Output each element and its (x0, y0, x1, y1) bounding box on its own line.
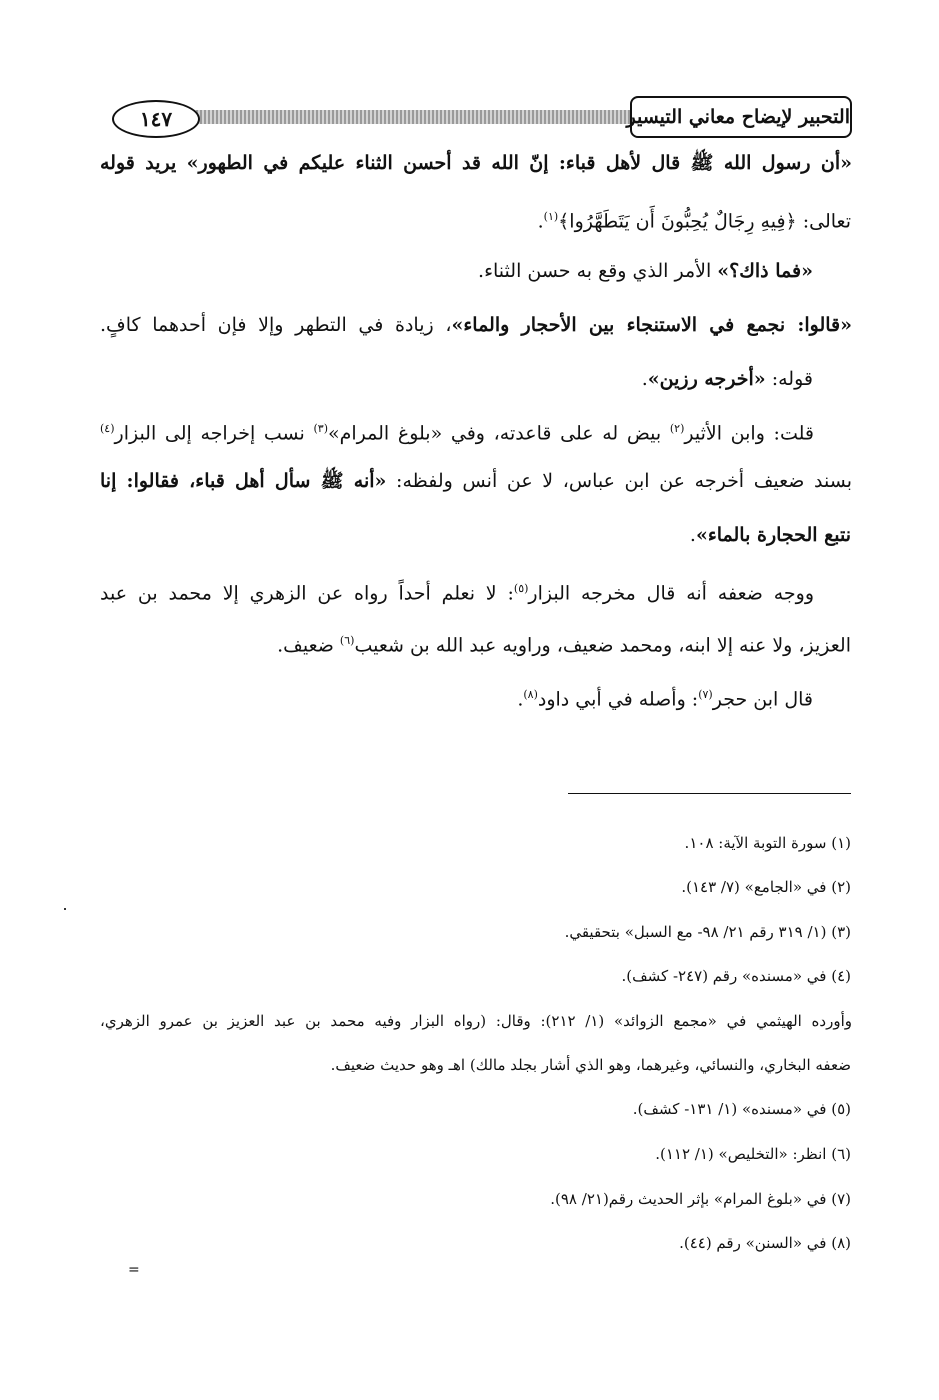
quran-verse: تعالى: ﴿فِيهِ رِجَالٌ يُحِبُّونَ أَن يَتَطَهَّرُوا﴾ (558, 210, 851, 233)
stray-mark: = (128, 1262, 140, 1278)
source-quote: «أخرجه رزين» (647, 368, 766, 390)
footnote-4: (٤) في «مسنده» رقم (٢٤٧- كشف). (621, 967, 851, 985)
body-line-7 (100, 466, 852, 496)
commentary-text: : وأصله في أبي داود (537, 688, 699, 711)
footnote-ref-7: (٧) (698, 688, 713, 701)
punctuation: . (641, 368, 648, 390)
footnote-3: (٣) (١/ ٣١٩ رقم ٢١/ ٩٨- مع السبل» بتحقيقي. (564, 923, 851, 941)
commentary-text: ، زيادة في التطهر وإلا فإن أحدهما كافٍ. (100, 314, 452, 336)
commentary-text: الأمر الذي وقع به حسن الثناء. (478, 260, 718, 282)
body-line-2 (538, 202, 851, 236)
body-line-9 (100, 574, 814, 608)
hadith-quote: «قالوا: نجمع في الاستنجاء بين الأحجار والماء» (451, 314, 852, 336)
punctuation: . (537, 210, 544, 233)
footnote-ref-1: (١) (543, 210, 559, 223)
book-title: التحبير لإيضاح معاني التيسير (630, 96, 852, 138)
hadith-quote: نتبع الحجارة بالماء» (695, 524, 851, 546)
running-header (100, 96, 852, 140)
commentary-text: بيض له على قاعدته، وفي «بلوغ المرام» (327, 422, 670, 445)
footnote-5: (٥) في «مسنده» (١/ ١٣١- كشف). (632, 1100, 851, 1118)
body-line-1 (100, 148, 852, 178)
commentary-text: ضعيف. (277, 634, 340, 657)
footnote-ref-8: (٨) (523, 688, 538, 701)
punctuation: . (689, 524, 696, 546)
footnote-6: (٦) انظر: «التخليص» (١/ ١١٢). (655, 1145, 851, 1163)
punctuation: . (517, 688, 524, 711)
body-line-10 (277, 626, 851, 660)
commentary-text: قال ابن حجر (712, 688, 813, 711)
body-line-6 (100, 414, 814, 448)
hadith-quote: «أنه ﷺ سأل أهل قباء، فقالوا: إنا (100, 470, 387, 492)
commentary-text: العزيز، ولا عنه إلا ابنه، ومحمد ضعيف، وراويه عبد الله بن شعيب (354, 634, 851, 657)
footnote-1: (١) سورة التوبة الآية: ١٠٨. (684, 834, 851, 852)
footnote-ref-2: (٢) (669, 422, 685, 435)
hadith-text: «أن رسول الله ﷺ قال لأهل قباء: إنّ الله قد أحسن الثناء عليكم في الطهور» يريد قوله (100, 152, 852, 174)
footnote-4-continuation: وأورده الهيثمي في «مجمع الزوائد» (١/ ٢١٢): وقال: (رواه البزار وفيه محمد بن عبد العزيز بن عمرو الزهري، (100, 1012, 852, 1030)
body-line-4 (100, 310, 852, 340)
body-line-8 (690, 520, 851, 550)
hadith-quote: «فما ذاك؟» (717, 260, 813, 282)
footnote-ref-3: (٣) (313, 422, 328, 435)
body-line-3 (478, 256, 813, 286)
commentary-text: بسند ضعيف أخرجه عن ابن عباس، لا عن أنس ولفظه: (386, 470, 852, 492)
body-line-5 (642, 364, 813, 394)
scan-speck (64, 908, 66, 910)
body-line-11 (517, 680, 813, 714)
commentary-text: نسب إخراجه إلى البزار (114, 422, 314, 445)
page-number: ١٤٧ (112, 100, 200, 138)
footnote-8: (٨) في «السنن» رقم (٤٤). (679, 1234, 851, 1252)
footnote-4-continuation-end: ضعفه البخاري، والنسائي، وغيرهما، وهو الذي أشار بجلد مالك) اهـ وهو حديث ضعيف. (330, 1056, 851, 1074)
commentary-text: ووجه ضعفه أنه قال مخرجه البزار (528, 582, 814, 605)
footnote-ref-4: (٤) (100, 422, 115, 435)
commentary-text: قوله: (765, 368, 813, 390)
footnote-ref-6: (٦) (339, 634, 355, 647)
footnote-2: (٢) في «الجامع» (٧/ ١٤٣). (681, 878, 851, 896)
footnote-ref-5: (٥) (513, 582, 529, 595)
commentary-text: : لا نعلم أحداً رواه عن الزهري إلا محمد بن عبد (100, 582, 514, 605)
footnote-7: (٧) في «بلوغ المرام» بإثر الحديث رقم(٢١/ ٩٨). (550, 1190, 851, 1208)
footnote-separator (568, 793, 851, 794)
commentary-text: قلت: وابن الأثير (684, 422, 814, 445)
